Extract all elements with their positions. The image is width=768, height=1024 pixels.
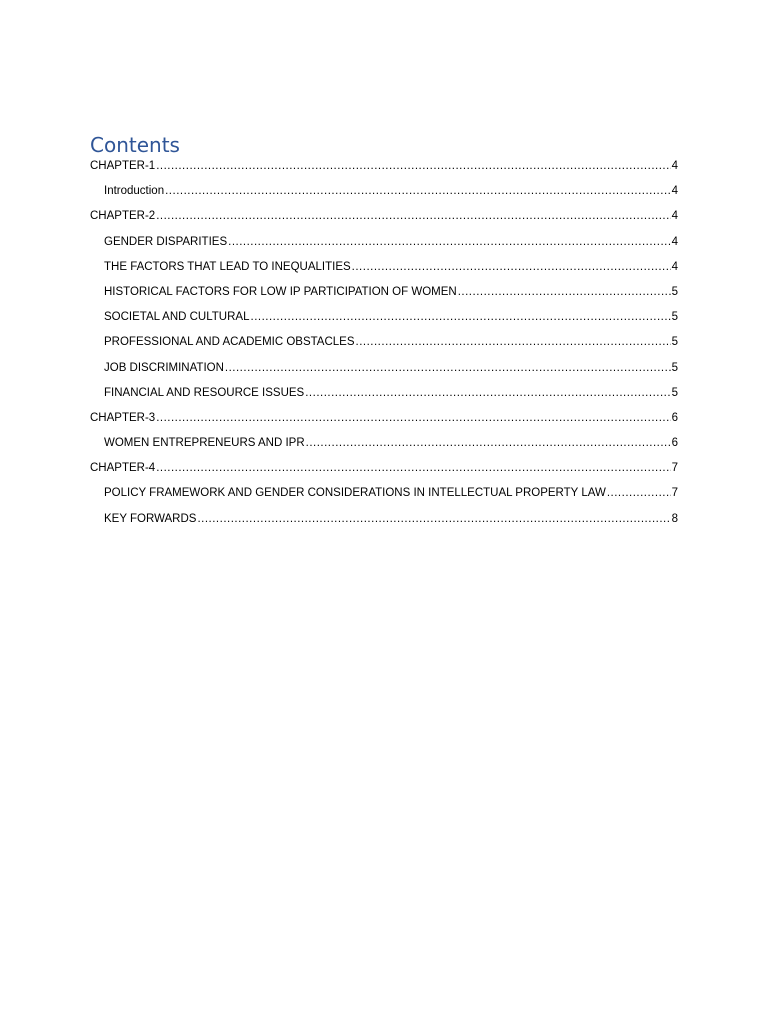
toc-entry-key-forwards[interactable]	[90, 507, 678, 532]
toc-entry-page: 5	[671, 311, 678, 324]
toc-entry-professional-academic[interactable]	[90, 330, 678, 355]
toc-entry-financial-resource[interactable]	[90, 381, 678, 406]
toc-list	[90, 154, 678, 532]
toc-entry-label: THE FACTORS THAT LEAD TO INEQUALITIES	[104, 260, 351, 273]
dot-leader	[251, 305, 671, 330]
toc-entry-page: 5	[671, 336, 678, 349]
toc-entry-chapter-4[interactable]	[90, 456, 678, 481]
dot-leader	[156, 204, 670, 229]
toc-entry-label: JOB DISCRIMINATION	[104, 361, 224, 374]
toc-entry-label: CHAPTER-3	[90, 411, 156, 424]
toc-entry-policy-framework[interactable]	[90, 481, 678, 506]
dot-leader	[225, 356, 671, 381]
dot-leader	[356, 330, 671, 355]
dot-leader	[607, 481, 671, 506]
dot-leader	[156, 456, 670, 481]
toc-entry-label: POLICY FRAMEWORK AND GENDER CONSIDERATIONS IN INTELLECTUAL PROPERTY LAW	[104, 487, 606, 500]
dot-leader	[156, 406, 670, 431]
toc-entry-label: FINANCIAL AND RESOURCE ISSUES	[104, 386, 305, 399]
toc-entry-chapter-1[interactable]	[90, 154, 678, 179]
toc-entry-page: 4	[671, 260, 678, 273]
toc-entry-women-entrepreneurs[interactable]	[90, 431, 678, 456]
toc-entry-job-discrimination[interactable]	[90, 356, 678, 381]
dot-leader	[305, 381, 670, 406]
toc-entry-label: WOMEN ENTREPRENEURS AND IPR	[104, 437, 305, 450]
toc-entry-page: 7	[671, 487, 678, 500]
toc-heading: Contents	[90, 133, 180, 157]
toc-entry-page: 4	[671, 210, 678, 223]
table-of-contents	[90, 131, 678, 532]
toc-entry-label: Introduction	[104, 185, 165, 198]
toc-entry-label: CHAPTER-4	[90, 462, 156, 475]
toc-entry-label: HISTORICAL FACTORS FOR LOW IP PARTICIPATION OF WOMEN	[104, 285, 457, 298]
dot-leader	[228, 230, 670, 255]
toc-entry-page: 6	[671, 411, 678, 424]
dot-leader	[458, 280, 671, 305]
toc-entry-label: GENDER DISPARITIES	[104, 235, 228, 248]
toc-entry-label: CHAPTER-2	[90, 210, 156, 223]
dot-leader	[352, 255, 671, 280]
toc-entry-label: CHAPTER-1	[90, 160, 156, 172]
toc-entry-societal-cultural[interactable]	[90, 305, 678, 330]
toc-entry-page: 5	[671, 361, 678, 374]
toc-entry-gender-disparities[interactable]	[90, 230, 678, 255]
toc-entry-page: 7	[671, 462, 678, 475]
toc-entry-historical-factors[interactable]	[90, 280, 678, 305]
toc-entry-page: 4	[671, 235, 678, 248]
toc-entry-introduction[interactable]	[90, 179, 678, 204]
toc-entry-label: PROFESSIONAL AND ACADEMIC OBSTACLES	[104, 336, 355, 349]
toc-entry-label: KEY FORWARDS	[104, 512, 197, 525]
toc-entry-page: 4	[671, 160, 678, 172]
toc-entry-page: 5	[671, 285, 678, 298]
toc-entry-page: 6	[671, 437, 678, 450]
dot-leader	[197, 507, 670, 532]
toc-entry-chapter-3[interactable]	[90, 406, 678, 431]
toc-entry-page: 5	[671, 386, 678, 399]
toc-entry-factors-inequalities[interactable]	[90, 255, 678, 280]
toc-entry-page: 4	[671, 185, 678, 198]
toc-entry-page: 8	[671, 512, 678, 525]
dot-leader	[306, 431, 671, 456]
dot-leader	[165, 179, 670, 204]
dot-leader	[156, 154, 670, 179]
toc-entry-label: SOCIETAL AND CULTURAL	[104, 311, 250, 324]
toc-entry-chapter-2[interactable]	[90, 204, 678, 229]
